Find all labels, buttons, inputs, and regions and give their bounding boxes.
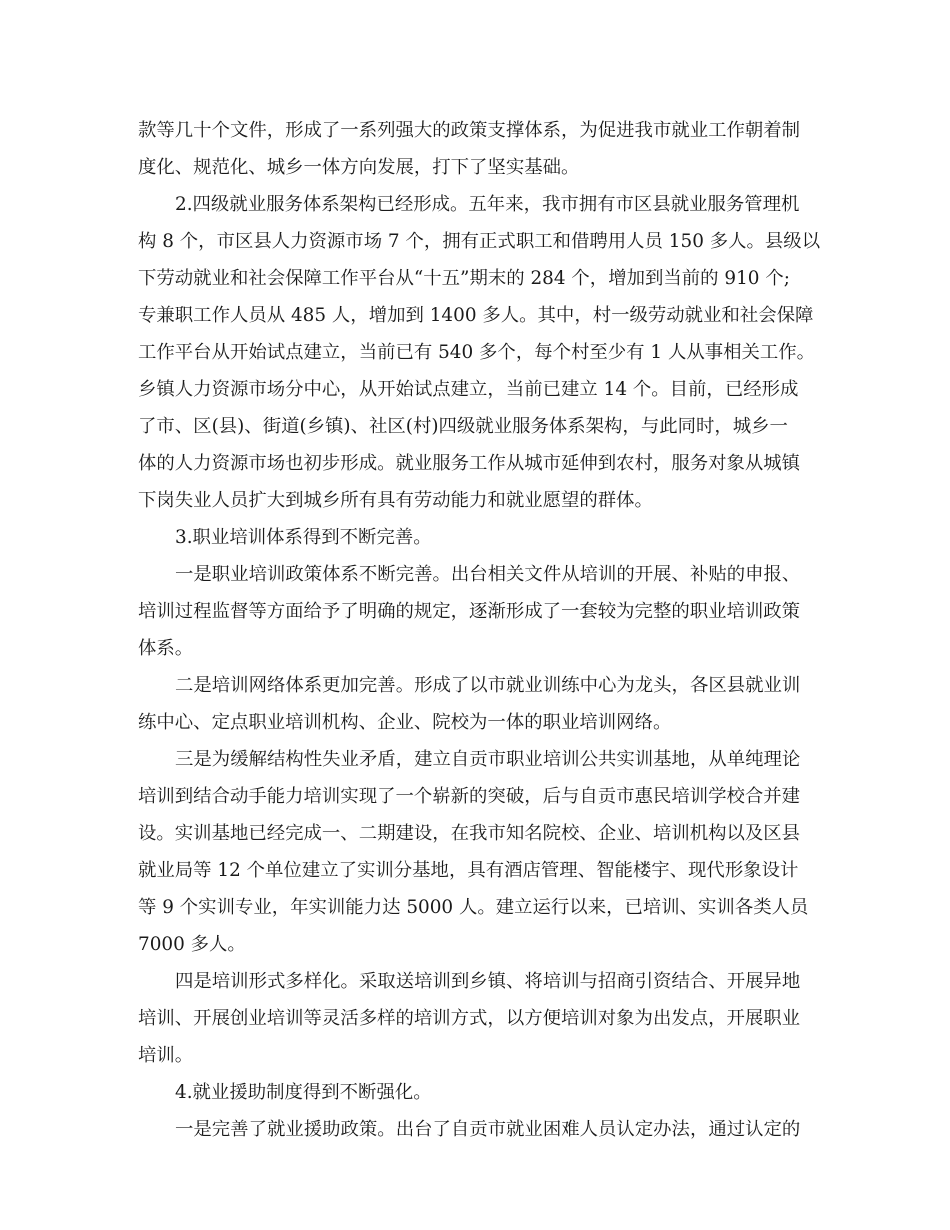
text-line: 体的人力资源市场也初步形成。就业服务工作从城市延伸到农村，服务对象从城镇 — [138, 453, 801, 474]
text-line: 7000 多人。 — [138, 934, 246, 955]
paragraph-start-line: 一是完善了就业援助政策。出台了自贡市就业困难人员认定办法，通过认定的 — [175, 1119, 801, 1140]
text-line: 下岗失业人员扩大到城乡所有具有劳动能力和就业愿望的群体。 — [138, 490, 653, 511]
section-heading-line: 4.就业援助制度得到不断强化。 — [175, 1082, 432, 1103]
text-line: 款等几十个文件，形成了一系列强大的政策支撑体系，为促进我市就业工作朝着制 — [138, 120, 801, 141]
text-line: 了市、区(县)、街道(乡镇)、社区(村)四级就业服务体系架构，与此同时，城乡一 — [138, 416, 788, 437]
text-line: 等 9 个实训专业，年实训能力达 5000 人。建立运行以来，已培训、实训各类人员 — [138, 897, 809, 918]
paragraph-start-line: 四是培训形式多样化。采取送培训到乡镇、将培训与招商引资结合、开展异地 — [175, 971, 801, 992]
text-line: 设。实训基地已经完成一、二期建设，在我市知名院校、企业、培训机构以及区县 — [138, 823, 801, 844]
text-line: 乡镇人力资源市场分中心，从开始试点建立，当前已建立 14 个。目前，已经形成 — [138, 379, 799, 400]
document-body — [138, 112, 821, 1148]
text-line: 度化、规范化、城乡一体方向发展，打下了坚实基础。 — [138, 157, 580, 178]
text-line: 培训、开展创业培训等灵活多样的培训方式，以方便培训对象为出发点，开展职业 — [138, 1008, 801, 1029]
text-line: 培训过程监督等方面给予了明确的规定，逐渐形成了一套较为完整的职业培训政策 — [138, 601, 801, 622]
paragraph-start-line: 一是职业培训政策体系不断完善。出台相关文件从培训的开展、补贴的申报、 — [175, 564, 801, 585]
paragraph-start-line: 三是为缓解结构性失业矛盾，建立自贡市职业培训公共实训基地，从单纯理论 — [175, 749, 801, 770]
text-line: 培训。 — [138, 1045, 194, 1066]
text-line: 工作平台从开始试点建立，当前已有 540 多个，每个村至少有 1 人从事相关工作。 — [138, 342, 816, 363]
text-line: 下劳动就业和社会保障工作平台从“十五”期末的 284 个，增加到当前的 910 个; — [138, 268, 790, 289]
paragraph-start-line: 二是培训网络体系更加完善。形成了以市就业训练中心为龙头，各区县就业训 — [175, 675, 801, 696]
text-line: 体系。 — [138, 638, 194, 659]
text-line: 练中心、定点职业培训机构、企业、院校为一体的职业培训网络。 — [138, 712, 672, 733]
text-line: 构 8 个，市区县人力资源市场 7 个，拥有正式职工和借聘用人员 150 多人。县级以 — [138, 231, 821, 252]
section-heading-line: 3.职业培训体系得到不断完善。 — [175, 527, 432, 548]
section-heading-line: 2.四级就业服务体系架构已经形成。五年来，我市拥有市区县就业服务管理机 — [175, 194, 800, 215]
text-line: 专兼职工作人员从 485 人，增加到 1400 多人。其中，村一级劳动就业和社会保障 — [138, 305, 814, 326]
text-line: 培训到结合动手能力培训实现了一个崭新的突破，后与自贡市惠民培训学校合并建 — [138, 786, 801, 807]
text-line: 就业局等 12 个单位建立了实训分基地，具有酒店管理、智能楼宇、现代形象设计 — [138, 860, 799, 881]
